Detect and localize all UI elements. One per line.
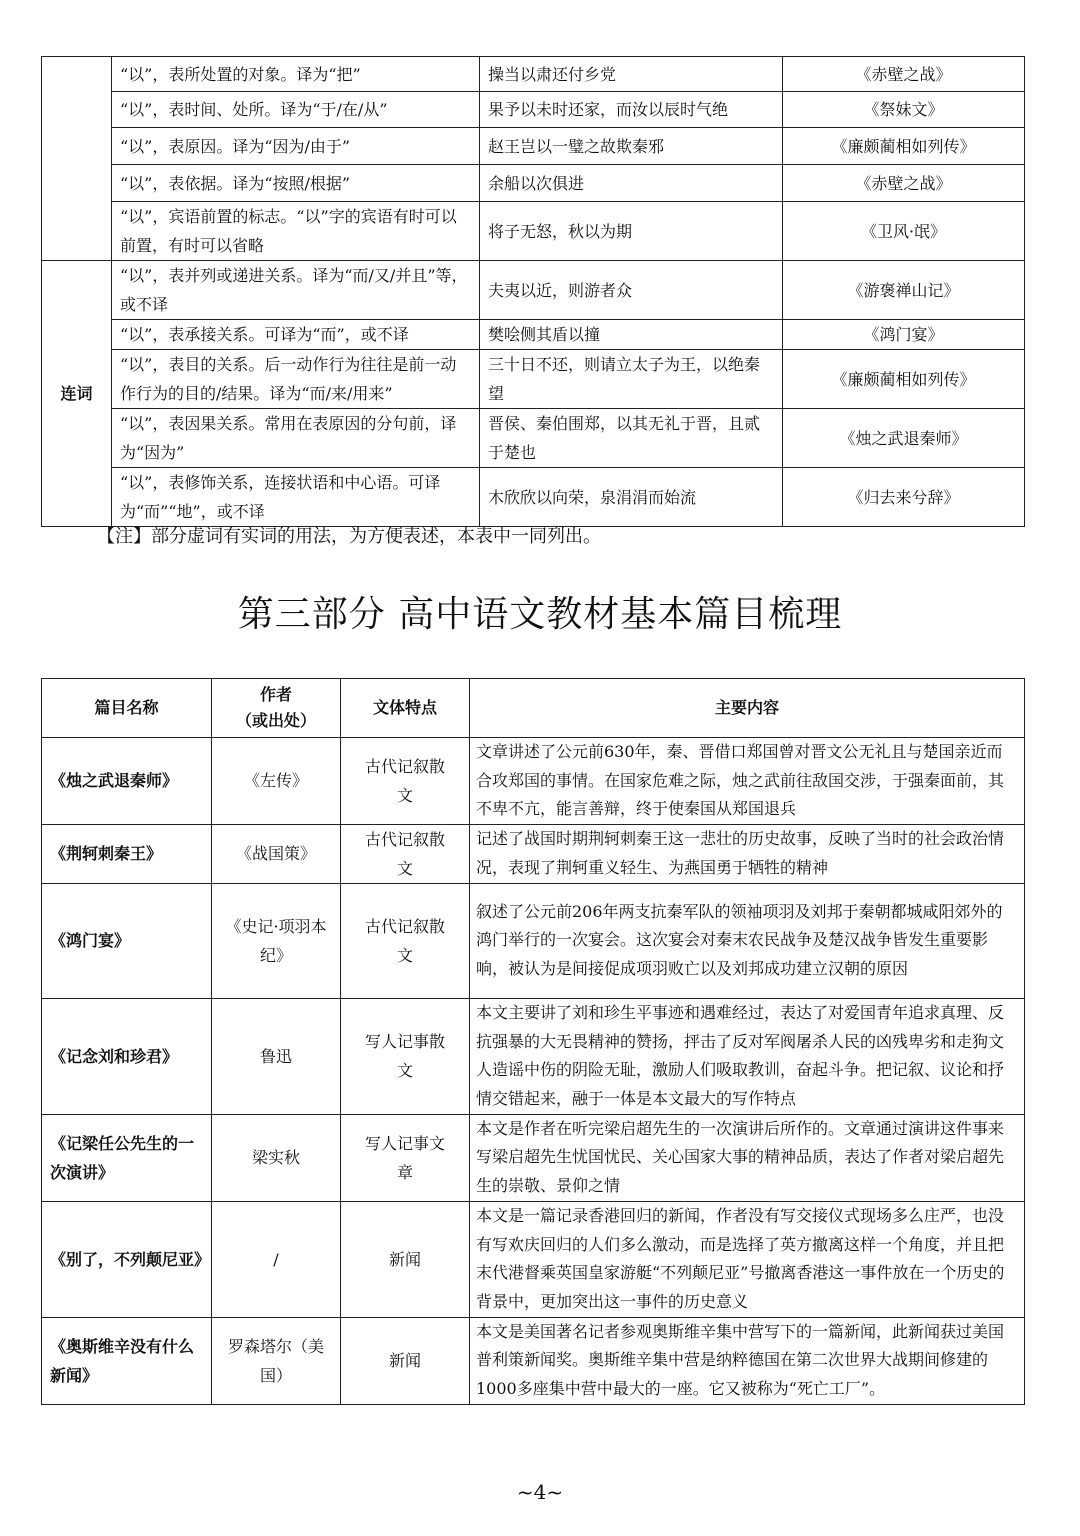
author-cell: 梁实秋 xyxy=(212,1114,341,1201)
table-row xyxy=(42,165,1025,202)
source-cell: 《归去来兮辞》 xyxy=(783,468,1025,527)
source-cell: 《赤壁之战》 xyxy=(783,165,1025,202)
source-cell: 《廉颇蔺相如列传》 xyxy=(783,350,1025,409)
category-conjunction: 连词 xyxy=(42,261,112,527)
source-cell: 《祭妹文》 xyxy=(783,92,1025,128)
table-row xyxy=(42,261,1025,320)
header-author-line2: （或出处） xyxy=(235,711,316,730)
textbook-list-table xyxy=(41,678,1025,1405)
usage-cell: “以”，表依据。译为“按照/根据” xyxy=(112,165,480,202)
usage-cell: “以”，表原因。译为“因为/由于” xyxy=(112,128,480,165)
header-author xyxy=(212,679,341,738)
header-title: 篇目名称 xyxy=(42,679,212,738)
header-author-line1: 作者 xyxy=(259,685,292,704)
example-cell: 余船以次俱进 xyxy=(480,165,783,202)
header-style: 文体特点 xyxy=(341,679,470,738)
table-row xyxy=(42,320,1025,350)
source-cell: 《卫风·氓》 xyxy=(783,202,1025,261)
table-row xyxy=(42,92,1025,128)
table-row xyxy=(42,409,1025,468)
author-cell: 《左传》 xyxy=(212,738,341,825)
example-cell: 赵王岂以一璧之故欺秦邪 xyxy=(480,128,783,165)
author-cell: 罗森塔尔（美国） xyxy=(212,1317,341,1404)
header-content: 主要内容 xyxy=(470,679,1025,738)
table-row xyxy=(42,738,1025,825)
title-cell: 《鸿门宴》 xyxy=(42,883,212,998)
title-cell: 《记梁任公先生的一次演讲》 xyxy=(42,1114,212,1201)
function-word-table xyxy=(41,56,1025,527)
title-cell: 《记念刘和珍君》 xyxy=(42,998,212,1114)
style-cell: 古代记叙散文 xyxy=(341,738,470,825)
table-row xyxy=(42,350,1025,409)
table-row xyxy=(42,883,1025,998)
style-cell: 新闻 xyxy=(341,1317,470,1404)
source-cell: 《廉颇蔺相如列传》 xyxy=(783,128,1025,165)
page-number: ~4~ xyxy=(516,1480,564,1504)
usage-cell: “以”，表并列或递进关系。译为“而/又/并且”等，或不译 xyxy=(112,261,480,320)
section-heading: 第三部分 高中语文教材基本篇目梳理 xyxy=(237,594,843,635)
table-row xyxy=(42,57,1025,92)
usage-cell: “以”，表修饰关系，连接状语和中心语。可译为“而”“地”，或不译 xyxy=(112,468,480,527)
usage-cell: “以”，表因果关系。常用在表原因的分句前，译为“因为” xyxy=(112,409,480,468)
content-cell: 记述了战国时期荆轲刺秦王这一悲壮的历史故事，反映了当时的社会政治情况，表现了荆轲重义轻生、为燕国勇于牺牲的精神 xyxy=(470,824,1025,883)
example-cell: 晋侯、秦伯围郑，以其无礼于晋，且贰于楚也 xyxy=(480,409,783,468)
title-cell: 《奥斯维辛没有什么新闻》 xyxy=(42,1317,212,1404)
example-cell: 将子无怒，秋以为期 xyxy=(480,202,783,261)
table-row xyxy=(42,824,1025,883)
example-cell: 三十日不还，则请立太子为王，以绝秦望 xyxy=(480,350,783,409)
table-row xyxy=(42,998,1025,1114)
title-cell: 《荆轲刺秦王》 xyxy=(42,824,212,883)
author-cell: / xyxy=(212,1201,341,1317)
content-cell: 本文是一篇记录香港回归的新闻，作者没有写交接仪式现场多么庄严，也没有写欢庆回归的人们多么激动，而是选择了英方撤离这样一个角度，并且把末代港督乘英国皇家游艇“不列颠尼亚”号撤离香港这一事件放在一个历史的背景中，更加突出这一事件的历史意义 xyxy=(470,1201,1025,1317)
usage-cell: “以”，表目的关系。后一动作行为往往是前一动作行为的目的/结果。译为“而/来/用来” xyxy=(112,350,480,409)
style-cell: 新闻 xyxy=(341,1201,470,1317)
category-cell-empty xyxy=(42,57,112,261)
title-cell: 《别了，不列颠尼亚》 xyxy=(42,1201,212,1317)
table-row xyxy=(42,468,1025,527)
table-row xyxy=(42,202,1025,261)
example-cell: 果予以未时还家，而汝以辰时气绝 xyxy=(480,92,783,128)
table-row xyxy=(42,1114,1025,1201)
table-row xyxy=(42,1201,1025,1317)
table-row xyxy=(42,128,1025,165)
usage-cell: “以”，表所处置的对象。译为“把” xyxy=(112,57,480,92)
usage-cell: “以”，表承接关系。可译为“而”，或不译 xyxy=(112,320,480,350)
content-cell: 本文是美国著名记者参观奥斯维辛集中营写下的一篇新闻，此新闻获过美国普利策新闻奖。奥斯维辛集中营是纳粹德国在第二次世界大战期间修建的1000多座集中营中最大的一座。它又被称为“死亡工厂”。 xyxy=(470,1317,1025,1404)
author-cell: 《史记·项羽本纪》 xyxy=(212,883,341,998)
example-cell: 樊哙侧其盾以撞 xyxy=(480,320,783,350)
usage-cell: “以”，宾语前置的标志。“以”字的宾语有时可以前置，有时可以省略 xyxy=(112,202,480,261)
source-cell: 《鸿门宴》 xyxy=(783,320,1025,350)
table-row xyxy=(42,1317,1025,1404)
example-cell: 木欣欣以向荣，泉涓涓而始流 xyxy=(480,468,783,527)
source-cell: 《游褒禅山记》 xyxy=(783,261,1025,320)
style-cell: 写人记事散文 xyxy=(341,998,470,1114)
table-header-row xyxy=(42,679,1025,738)
style-cell: 古代记叙散文 xyxy=(341,824,470,883)
content-cell: 文章讲述了公元前630年，秦、晋借口郑国曾对晋文公无礼且与楚国亲近而合攻郑国的事情。在国家危难之际，烛之武前往敌国交涉，于强秦面前，其不卑不亢，能言善辩，终于使秦国从郑国退兵 xyxy=(470,738,1025,825)
content-cell: 本文主要讲了刘和珍生平事迹和遇难经过，表达了对爱国青年追求真理、反抗强暴的大无畏精神的赞扬，抨击了反对军阀屠杀人民的凶残卑劣和走狗文人造谣中伤的阴险无耻，激励人们吸取教训，奋起斗争。把记叙、议论和抒情交错起来，融于一体是本文最大的写作特点 xyxy=(470,998,1025,1114)
author-cell: 《战国策》 xyxy=(212,824,341,883)
content-cell: 叙述了公元前206年两支抗秦军队的领袖项羽及刘邦于秦朝都城咸阳郊外的鸿门举行的一次宴会。这次宴会对秦末农民战争及楚汉战争皆发生重要影响，被认为是间接促成项羽败亡以及刘邦成功建立汉朝的原因 xyxy=(470,883,1025,998)
example-cell: 操当以肃还付乡党 xyxy=(480,57,783,92)
source-cell: 《烛之武退秦师》 xyxy=(783,409,1025,468)
author-cell: 鲁迅 xyxy=(212,998,341,1114)
style-cell: 古代记叙散文 xyxy=(341,883,470,998)
example-cell: 夫夷以近，则游者众 xyxy=(480,261,783,320)
style-cell: 写人记事文章 xyxy=(341,1114,470,1201)
usage-cell: “以”，表时间、处所。译为“于/在/从” xyxy=(112,92,480,128)
title-cell: 《烛之武退秦师》 xyxy=(42,738,212,825)
source-cell: 《赤壁之战》 xyxy=(783,57,1025,92)
content-cell: 本文是作者在听完梁启超先生的一次演讲后所作的。文章通过演讲这件事来写梁启超先生忧国忧民、关心国家大事的精神品质，表达了作者对梁启超先生的崇敬、景仰之情 xyxy=(470,1114,1025,1201)
table-note: 【注】部分虚词有实词的用法，为方便表述，本表中一同列出。 xyxy=(97,526,601,547)
